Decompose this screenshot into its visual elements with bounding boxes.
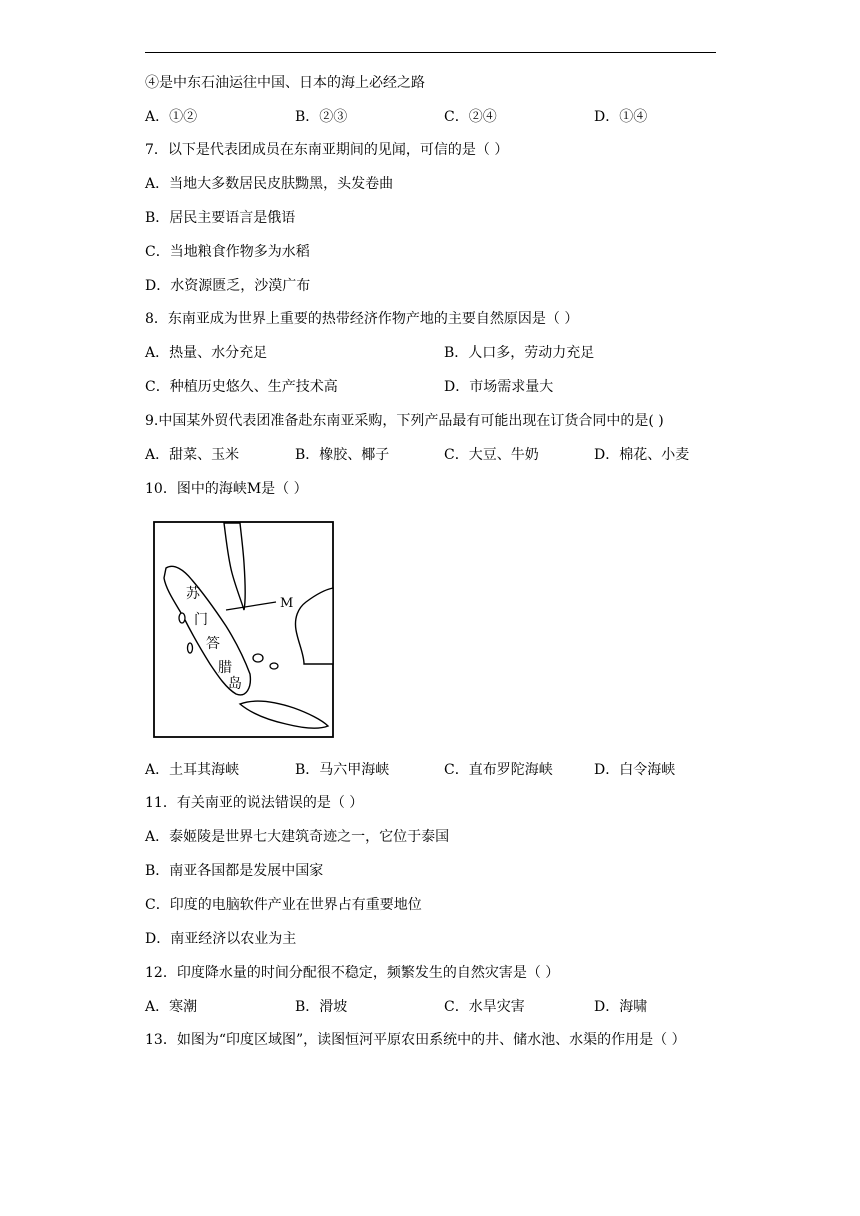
q13-stem: 13．如图为“印度区域图”，读图恒河平原农田系统中的井、储水池、水渠的作用是（ ）	[145, 1032, 686, 1048]
q6-option-d[interactable]: D．①④	[594, 109, 648, 125]
island-label-char-2: 门	[194, 612, 208, 628]
q6-option-b[interactable]: B．②③	[295, 109, 348, 125]
q10-option-b[interactable]: B．马六甲海峡	[295, 762, 390, 778]
q9-stem: 9.中国某外贸代表团准备赴东南亚采购，下列产品最有可能出现在订货合同中的是( )	[145, 413, 664, 429]
strait-map	[148, 518, 354, 748]
small-island-2	[188, 643, 193, 653]
q10-option-d[interactable]: D．白令海峡	[594, 762, 676, 778]
q11-option-a[interactable]: A．泰姬陵是世界七大建筑奇迹之一，它位于泰国	[145, 829, 450, 845]
q8-stem: 8．东南亚成为世界上重要的热带经济作物产地的主要自然原因是（ ）	[145, 311, 579, 327]
q12-option-c[interactable]: C．水旱灾害	[444, 999, 525, 1015]
q6-option-a[interactable]: A．①②	[145, 109, 198, 125]
q8-option-a[interactable]: A．热量、水分充足	[145, 345, 268, 361]
q12-option-b[interactable]: B．滑坡	[295, 999, 348, 1015]
island-label-char-5: 岛	[228, 676, 242, 692]
header-rule	[145, 52, 716, 53]
q7-option-d[interactable]: D．水资源匮乏，沙漠广布	[145, 278, 311, 294]
q7-stem: 7．以下是代表团成员在东南亚期间的见闻，可信的是（ ）	[145, 142, 509, 158]
q6-statement-4: ④是中东石油运往中国、日本的海上必经之路	[145, 75, 425, 91]
small-island-3	[253, 654, 263, 662]
q12-option-d[interactable]: D．海啸	[594, 999, 648, 1015]
q7-option-a[interactable]: A．当地大多数居民皮肤黝黑，头发卷曲	[145, 176, 394, 192]
q10-option-a[interactable]: A．土耳其海峡	[145, 762, 240, 778]
q11-option-c[interactable]: C．印度的电脑软件产业在世界占有重要地位	[145, 897, 422, 913]
q12-option-a[interactable]: A．寒潮	[145, 999, 198, 1015]
q8-option-b[interactable]: B．人口多，劳动力充足	[444, 345, 595, 361]
small-island-1	[179, 613, 185, 623]
q11-option-b[interactable]: B．南亚各国都是发展中国家	[145, 863, 324, 879]
q6-option-c[interactable]: C．②④	[444, 109, 497, 125]
small-island-4	[270, 663, 278, 669]
q8-option-c[interactable]: C．种植历史悠久、生产技术高	[145, 379, 338, 395]
q12-stem: 12．印度降水量的时间分配很不稳定，频繁发生的自然灾害是（ ）	[145, 965, 560, 981]
q11-option-d[interactable]: D．南亚经济以农业为主	[145, 931, 297, 947]
strait-label-m: M	[280, 596, 294, 611]
q7-option-b[interactable]: B．居民主要语言是俄语	[145, 210, 296, 226]
q10-stem: 10．图中的海峡M是（ ）	[145, 481, 308, 497]
q7-option-c[interactable]: C．当地粮食作物多为水稻	[145, 244, 310, 260]
q9-option-b[interactable]: B．橡胶、椰子	[295, 447, 390, 463]
island-label-char-1: 苏	[186, 586, 200, 602]
q11-stem: 11．有关南亚的说法错误的是（ ）	[145, 795, 364, 811]
q9-option-d[interactable]: D．棉花、小麦	[594, 447, 690, 463]
q9-option-a[interactable]: A．甜菜、玉米	[145, 447, 240, 463]
island-label-char-4: 腊	[218, 660, 232, 676]
island-label-char-3: 答	[206, 636, 220, 652]
q9-option-c[interactable]: C．大豆、牛奶	[444, 447, 539, 463]
q8-option-d[interactable]: D．市场需求量大	[444, 379, 554, 395]
q10-option-c[interactable]: C．直布罗陀海峡	[444, 762, 553, 778]
